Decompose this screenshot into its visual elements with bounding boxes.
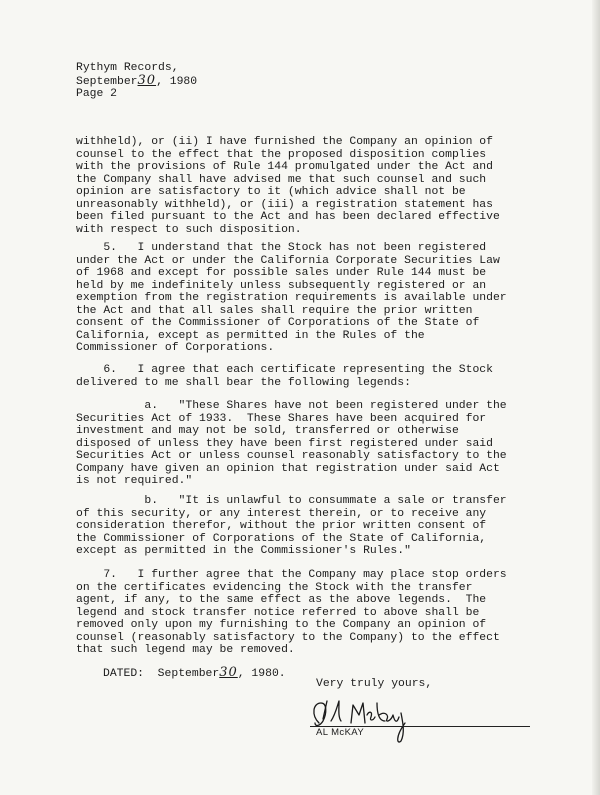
text-line: counsel to the effect that the proposed disposition complies	[76, 148, 487, 161]
dated-year: , 1980.	[237, 668, 286, 680]
dated-line	[103, 665, 286, 680]
text-line: Securities Act of 1933. These Shares have been acquired for	[76, 412, 487, 425]
header-date	[76, 72, 198, 89]
dated-day-handwritten: 30	[219, 665, 238, 680]
legend-b	[76, 495, 524, 558]
text-line: Company have given an opinion that registration under said Act	[76, 462, 500, 475]
text-line: the Company shall have advised me that such counsel and such	[76, 173, 487, 186]
legend-a	[76, 400, 524, 488]
text-line: of 1968 and except for possible sales under Rule 144 must be	[76, 267, 487, 279]
text-line: consideration therefor, without the prior written consent of	[76, 520, 487, 532]
text-line: legend and stock transfer notice referred to above shall be	[76, 606, 480, 619]
header-date-day-handwritten: 30	[137, 72, 157, 88]
text-line: opinion are satisfactory to it (which advice shall not be	[76, 186, 466, 198]
text-line: 5. I understand that the Stock has not been registered	[76, 242, 487, 254]
letter-header	[76, 62, 197, 101]
paragraph-continuation	[76, 136, 524, 236]
text-line: except as permitted in the Commissioner's Rules."	[76, 545, 411, 557]
header-date-suffix: , 1980	[156, 75, 198, 88]
text-line: the Act and that all sales shall require the prior written	[76, 304, 473, 317]
paragraph-7	[76, 569, 524, 657]
text-line: the Commissioner of Corporations of the State of California,	[76, 532, 487, 545]
header-date-prefix: September	[76, 75, 138, 88]
text-line: is not required."	[76, 475, 193, 487]
text-line: unreasonably withheld), or (iii) a registration statement has	[76, 198, 493, 211]
text-line: been filed pursuant to the Act and has been declared effective	[76, 211, 500, 223]
text-line: on the certificates evidencing the Stock with the transfer	[76, 581, 473, 594]
text-line: agent, if any, to the same effect as the above legends. The	[76, 594, 487, 606]
paragraph-6	[76, 364, 524, 389]
signatory-name: AL McKAY	[316, 727, 365, 738]
text-line: held by me indefinitely unless subsequently registered or an	[76, 279, 487, 292]
text-line: a. "These Shares have not been registered under the	[76, 400, 507, 412]
paper-speck	[595, 792, 597, 794]
header-page-number: Page 2	[76, 88, 118, 100]
dated-label: DATED: September	[103, 668, 220, 680]
text-line: exemption from the registration requirements is available under	[76, 292, 507, 304]
text-line: b. "It is unlawful to consummate a sale or transfer	[76, 495, 507, 507]
text-line: disposed of unless they have been first registered under said	[76, 437, 493, 450]
text-line: under the Act or under the California Corporate Securities Law	[76, 254, 500, 267]
text-line: 6. I agree that each certificate representing the Stock	[76, 364, 493, 376]
text-line: consent of the Commissioner of Corporations of the State of	[76, 317, 480, 329]
text-line: that such legend may be removed.	[76, 644, 295, 656]
text-line: withheld), or (ii) I have furnished the Company an opinion of	[76, 136, 493, 148]
text-line: Commissioner of Corporations.	[76, 342, 275, 354]
text-line: investment and may not be sold, transferred or otherwise	[76, 425, 459, 437]
closing-salutation: Very truly yours,	[316, 678, 433, 690]
text-line: with the provisions of Rule 144 promulgated under the Act and	[76, 161, 493, 173]
text-line: counsel (reasonably satisfactory to the Company) to the effect	[76, 631, 500, 644]
header-company: Rythym Records,	[76, 62, 179, 74]
paragraph-5	[76, 242, 524, 355]
text-line: removed only upon my furnishing to the Company an opinion of	[76, 619, 487, 631]
text-line: California, except as permitted in the Rules of the	[76, 329, 425, 342]
text-line: of this security, or any interest therein, or to receive any	[76, 507, 487, 520]
text-line: with respect to such disposition.	[76, 223, 302, 236]
text-line: Securities Act or unless counsel reasonably satisfactory to the	[76, 450, 507, 462]
text-line: 7. I further agree that the Company may place stop orders	[76, 569, 507, 581]
text-line: delivered to me shall bear the following legends:	[76, 376, 411, 389]
